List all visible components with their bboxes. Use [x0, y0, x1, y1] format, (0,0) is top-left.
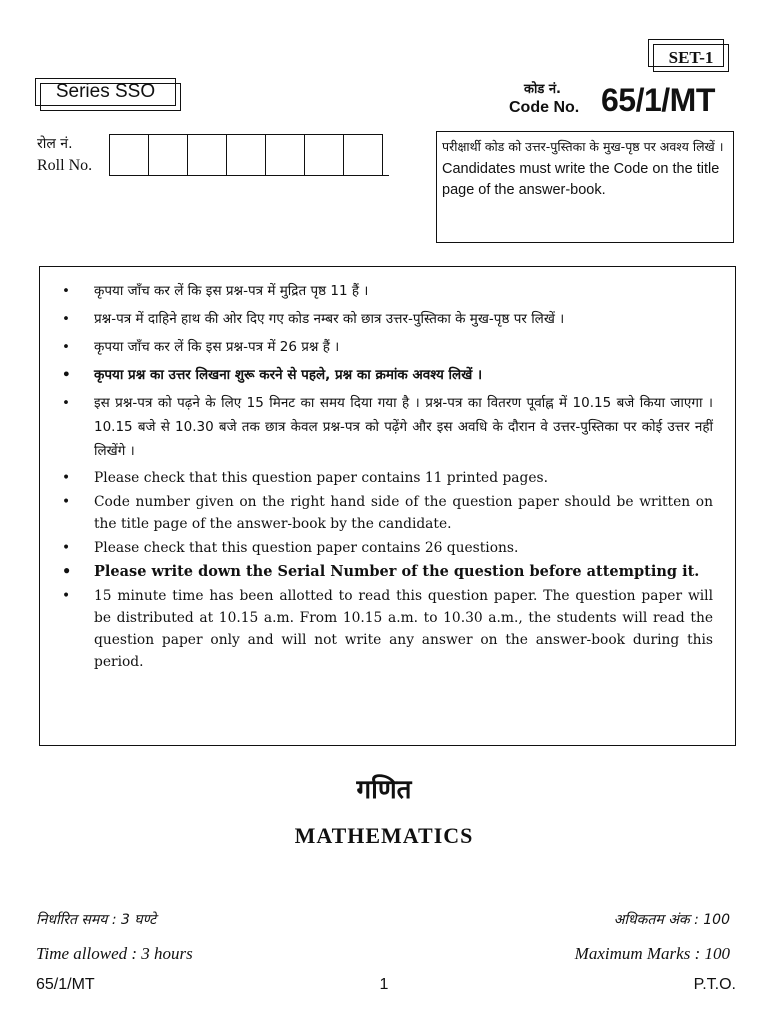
- roll-number-cell[interactable]: [188, 135, 227, 175]
- maximum-marks: Maximum Marks : 100: [574, 944, 730, 963]
- roll-label: Roll No.: [37, 157, 93, 174]
- roll-number-cell[interactable]: [344, 135, 383, 175]
- roll-number-cell[interactable]: [110, 135, 149, 175]
- instruction-item: • प्रश्न-पत्र में दाहिने हाथ की ओर दिए गए कोड नम्बर को छात्र उत्तर-पुस्तिका के मुख-पृष्ठ पर लिखें ।: [62, 307, 713, 331]
- instructions-box: [39, 266, 736, 746]
- roll-number-boxes[interactable]: [109, 134, 383, 176]
- instruction-item: • Code number given on the right hand side of the question paper should be written on the title page of the answer-book by the candidate.: [62, 491, 713, 535]
- subject-title: MATHEMATICS: [294, 823, 474, 848]
- instruction-item: • इस प्रश्न-पत्र को पढ़ने के लिए 15 मिनट का समय दिया गया है । प्रश्न-पत्र का वितरण पूर्वाह्न में 10.15 बजे किया जाएगा । 10.15 बजे से 10.30 बजे तक छात्र केवल प्रश्न-पत्र को पढ़ेंगे और इस अवधि के दौरान वे उत्तर-पुस्तिका पर कोई उत्तर नहीं लिखेंगे ।: [62, 391, 713, 463]
- code-label-hindi: कोड नं.: [524, 82, 561, 97]
- instruction-item: • Please check that this question paper contains 26 questions.: [62, 537, 713, 559]
- roll-number-cell[interactable]: [149, 135, 188, 175]
- instruction-item: • कृपया प्रश्न का उत्तर लिखना शुरू करने से पहले, प्रश्न का क्रमांक अवश्य लिखें ।: [62, 363, 713, 387]
- instruction-item: • कृपया जाँच कर लें कि इस प्रश्न-पत्र में 26 प्रश्न हैं ।: [62, 335, 713, 359]
- roll-underline: [109, 175, 389, 176]
- candidate-note-hindi: परीक्षार्थी कोड को उत्तर-पुस्तिका के मुख-पृष्ठ पर अवश्य लिखें ।: [442, 139, 724, 154]
- time-allowed-hindi: निर्धारित समय : 3 घण्टे: [36, 912, 157, 928]
- footer-code: 65/1/MT: [36, 976, 95, 993]
- instruction-item: • 15 minute time has been allotted to read this question paper. The question paper will be distributed at 10.15 a.m. From 10.15 a.m. to 10.30 a.m., the students will read the question paper only and will not write any answer on the answer-book during this period.: [62, 585, 713, 673]
- set-label: SET-1: [653, 44, 729, 72]
- time-allowed: Time allowed : 3 hours: [36, 944, 193, 963]
- instructions-list: [62, 279, 713, 673]
- code-number: 65/1/MT: [601, 82, 715, 118]
- please-turn-over: P.T.O.: [693, 976, 736, 993]
- roll-number-cell[interactable]: [266, 135, 305, 175]
- series-label: Series SSO: [35, 78, 176, 106]
- candidate-note-english: Candidates must write the Code on the title page of the answer-book.: [442, 161, 720, 198]
- maximum-marks-hindi: अधिकतम अंक : 100: [613, 912, 730, 928]
- roll-number-cell[interactable]: [305, 135, 344, 175]
- subject-title-hindi: गणित: [356, 775, 412, 805]
- candidate-note: [436, 131, 734, 243]
- page-number: 1: [379, 976, 389, 993]
- roll-number-cell[interactable]: [227, 135, 266, 175]
- roll-label-hindi: रोल नं.: [37, 136, 73, 152]
- instruction-item: • Please check that this question paper contains 11 printed pages.: [62, 467, 713, 489]
- instruction-item: • Please write down the Serial Number of the question before attempting it.: [62, 561, 713, 583]
- instruction-item: • कृपया जाँच कर लें कि इस प्रश्न-पत्र में मुद्रित पृष्ठ 11 हैं ।: [62, 279, 713, 303]
- code-label: Code No.: [509, 99, 580, 116]
